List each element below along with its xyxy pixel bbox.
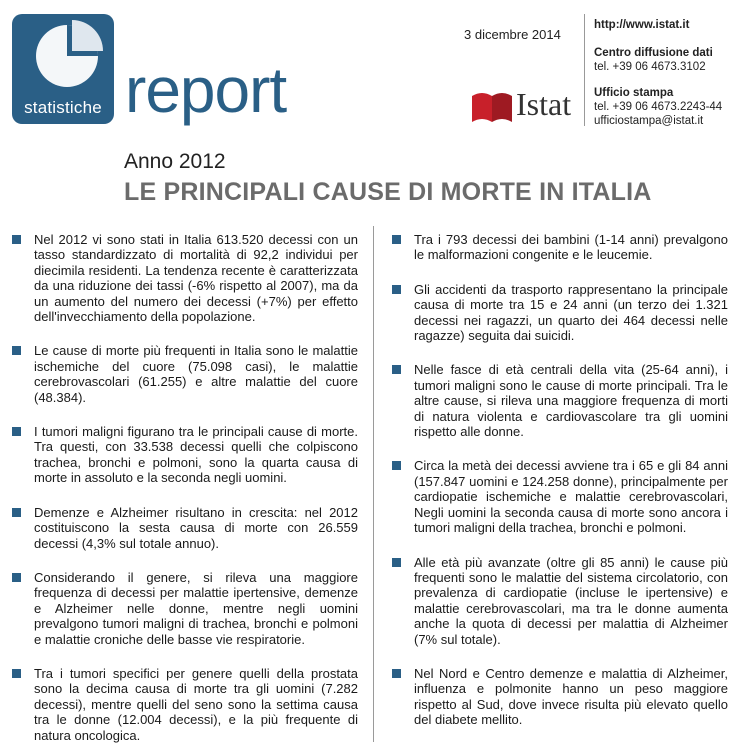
list-item: Demenze e Alzheimer risultano in crescita: nel 2012 costituiscono la sesta causa di morte con 26.559 decessi (4,3% sul totale annuo). xyxy=(12,505,358,551)
list-item: Nelle fasce di età centrali della vita (25-64 anni), i tumori maligni sono le cause di morte principali. Tra le altre cause, si rileva una maggiore frequenza di morti di natura violenta e cardiovascolare tra gli uomini rispetto alle donne. xyxy=(392,362,728,439)
list-item: I tumori maligni figurano tra le principali cause di morte. Tra questi, con 33.538 decessi quelli che colpiscono trachea, bronchi e polmoni, sono la quarta causa di morte in assoluto e la seconda negli uomini. xyxy=(12,424,358,486)
brand-small: statistiche xyxy=(24,98,102,117)
right-column xyxy=(392,232,728,728)
bullet-square-icon xyxy=(12,235,21,244)
bullet-square-icon xyxy=(12,346,21,355)
list-item: Nel 2012 vi sono stati in Italia 613.520 decessi con un tasso standardizzato di mortalità di 92,2 individui per diecimila residenti. La tendenza recente è caratterizzata da una riduzione dei tassi (-6% rispetto al 2007), ma da un aumento del numero dei decessi (+7%) per effetto dell'invecchiamento della popolazione. xyxy=(12,232,358,324)
diffusion-tel: tel. +39 06 4673.3102 xyxy=(594,61,706,73)
list-item: Tra i tumori specifici per genere quelli della prostata sono la decima causa di morte tra gli uomini (7.282 decessi), mentre quelli del seno sono la settima causa tra le donne (12.004 decessi), e la più frequente di natura oncologica. xyxy=(12,666,358,743)
istat-flag-icon xyxy=(470,90,514,124)
bullet-square-icon xyxy=(392,285,401,294)
press-tel: tel. +39 06 4673.2243-44 xyxy=(594,101,723,113)
report-date: 3 dicembre 2014 xyxy=(464,27,561,42)
statistiche-logo xyxy=(12,14,114,124)
diffusion-label: Centro diffusione dati xyxy=(594,47,713,59)
list-item: Gli accidenti da trasporto rappresentano la principale causa di morte tra 15 e 24 anni (un terzo dei 1.321 decessi nei ragazzi, un quarto dei 464 decessi nelle ragazze) seguita dai suicidi. xyxy=(392,282,728,344)
list-item: Le cause di morte più frequenti in Italia sono le malattie ischemiche del cuore (75.098 casi), le malattie cerebrovascolari (61.255) e altre malattie del cuore (48.384). xyxy=(12,343,358,405)
bullet-square-icon xyxy=(392,558,401,567)
bullet-square-icon xyxy=(12,508,21,517)
column-divider xyxy=(373,226,374,742)
bullet-square-icon xyxy=(392,365,401,374)
bullet-square-icon xyxy=(12,427,21,436)
press-email[interactable]: ufficiostampa@istat.it xyxy=(594,115,704,127)
istat-wordmark: Istat xyxy=(516,86,572,122)
bullet-square-icon xyxy=(12,669,21,678)
list-item: Nel Nord e Centro demenze e malattia di Alzheimer, influenza e polmonite hanno un peso maggiore rispetto al Sud, dove invece risulta più elevato quello del diabete mellito. xyxy=(392,666,728,728)
press-label: Ufficio stampa xyxy=(594,87,674,99)
report-year: Anno 2012 xyxy=(124,150,226,173)
list-item: Alle età più avanzate (oltre gli 85 anni) le cause più frequenti sono le malattie del sistema circolatorio, con prevalenza di cardiopatie (incluse le ipertensive) e malattie cerebrovascolari, ma tra le donne aumenta anche la quota di decessi per malattia di Alzheimer (7% sul totale). xyxy=(392,555,728,647)
page-title: LE PRINCIPALI CAUSE DI MORTE IN ITALIA xyxy=(124,178,652,206)
website-link[interactable]: http://www.istat.it xyxy=(594,19,690,31)
bullet-square-icon xyxy=(392,461,401,470)
bullet-square-icon xyxy=(392,235,401,244)
left-column xyxy=(12,232,358,743)
list-item: Circa la metà dei decessi avviene tra i 65 e gli 84 anni (157.847 uomini e 124.258 donne), principalmente per cardiopatie ischemiche e malattie cerebrovascolari, Negli uomini la seconda causa di morte sono ancora i tumori maligni della trachea, bronchi e polmoni. xyxy=(392,458,728,535)
header-divider xyxy=(584,14,585,126)
list-item: Considerando il genere, si rileva una maggiore frequenza di decessi per malattie ipertensive, demenze e Alzheimer nelle donne, mentre negli uomini prevalgono tumori maligni di trachea, bronchi e polmoni e malattie croniche delle basse vie respiratorie. xyxy=(12,570,358,647)
bullet-square-icon xyxy=(12,573,21,582)
bullet-square-icon xyxy=(392,669,401,678)
brand-large: report xyxy=(125,54,287,126)
list-item: Tra i 793 decessi dei bambini (1-14 anni) prevalgono le malformazioni congenite e le leucemie. xyxy=(392,232,728,263)
